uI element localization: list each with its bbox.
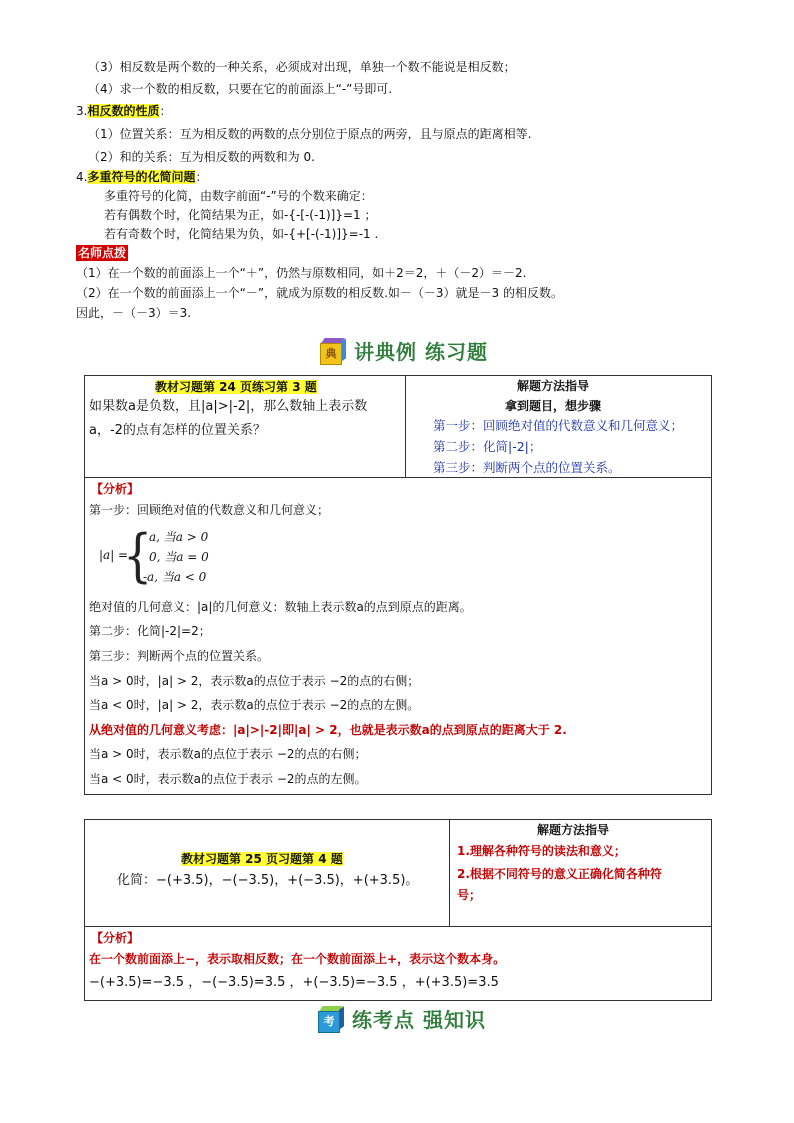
properties-heading: 相反数的性质 [87,104,160,118]
section-banner-examples [320,336,488,365]
example-2-guide-title: 解题方法指导 [537,823,610,837]
properties-number: 3. [76,104,88,118]
example-1-guide-subtitle: 拿到题目，想步骤 [505,399,602,413]
multi-sign-heading-line [76,168,207,186]
example-1-question-line-2: a，-2的点有怎样的位置关系？ [89,423,266,438]
example-1-source: 教材习题第 24 页练习第 3 题 [155,380,317,394]
teacher-tip-line-2: （2）在一个数的前面添上一个“－”，就成为原数的相反数.如－（－3）就是－3 的相反数。 [76,286,563,300]
example-2-analysis-label: 【分析】 [91,931,140,945]
properties-line-1: （1）位置关系：互为相反数的两数的点分别位于原点的两旁，且与原点的距离相等. [88,127,532,141]
example-2-analysis-rule: 在一个数前面添上−，表示取相反数；在一个数前面添上+，表示这个数本身。 [89,952,506,966]
multi-sign-line-1: 多重符号的化简，由数字前面“-”号的个数来确定： [104,189,373,203]
example-2-analysis-answer: −(+3.5)=−3.5 ，−(−3.5)=3.5 ，+(−3.5)=−3.5 ，+(+3.5)=3.5 [89,975,499,990]
example-1-analysis-case-positive: 当a > 0时，|a| > 2，表示数a的点位于表示 −2的点的右侧； [89,674,420,688]
example-2-source: 教材习题第 25 页习题第 4 题 [181,852,343,866]
example-1-analysis-conclusion-positive: 当a > 0时，表示数a的点位于表示 −2的点的右侧； [89,747,367,761]
intro-line-4: （4）求一个数的相反数，只要在它的前面添上“-”号即可. [88,82,393,96]
teacher-tip-tag: 名师点拨 [78,246,127,260]
example-1-question-line-1: 如果数a是负数，且|a|>|-2|，那么数轴上表示数 [89,399,368,414]
example-1-step-2: 第二步：化简|-2|； [433,439,542,454]
multi-sign-line-2: 若有偶数个时，化简结果为正，如-{-[-(-1)]}=1 ； [104,208,377,222]
example-1-box [84,375,712,795]
exam-cube-icon: 考 [318,1006,344,1032]
multi-sign-line-3: 若有奇数个时，化简结果为负，如-{+[-(-1)]}=-1 . [104,227,379,241]
multi-sign-heading: 多重符号的化简问题 [87,170,196,184]
example-1-analysis-geometric: 绝对值的几何意义：|a|的几何意义：数轴上表示数a的点到原点的距离。 [89,600,472,614]
abs-def-brace: { [123,521,153,589]
intro-line-3: （3）相反数是两个数的一种关系，必须成对出现，单独一个数不能说是相反数； [88,60,516,74]
example-1-analysis-conclusion-negative: 当a < 0时，表示数a的点位于表示 −2的点的左侧。 [89,772,367,786]
properties-line-2: （2）和的关系：互为相反数的两数和为 0. [88,150,315,164]
example-2-guide-2: 2.根据不同符号的意义正确化简各种符 [457,867,662,881]
abs-def-case-3: -a, 当a < 0 [143,570,207,584]
example-2-question: 化简：−(+3.5)，−(−3.5)，+(−3.5)，+(+3.5)。 [117,873,419,888]
banner-practice-title: 练考点 强知识 [352,1008,486,1032]
dictionary-cube-icon: 典 [320,338,346,364]
teacher-tip-line-3: 因此，－（－3）＝3. [76,306,192,320]
example-1-analysis-label: 【分析】 [91,482,140,496]
example-1-analysis-step-3: 第三步：判断两个点的位置关系。 [89,649,270,663]
example-1-analysis-step-1: 第一步：回顾绝对值的代数意义和几何意义； [89,503,330,517]
example-1-step-1: 第一步：回顾绝对值的代数意义和几何意义； [433,418,684,433]
example-1-guide-title: 解题方法指导 [517,379,590,393]
properties-heading-line [76,102,171,120]
example-2-guide-3: 号； [457,888,482,902]
abs-def-case-2: 0, 当a = 0 [149,550,209,564]
example-1-analysis-case-negative: 当a < 0时，|a| > 2，表示数a的点位于表示 −2的点的左侧。 [89,698,420,712]
multi-sign-number: 4. [76,170,88,184]
example-1-analysis-step-2: 第二步：化简|-2|=2； [89,624,211,638]
properties-colon: ： [159,104,172,118]
teacher-tip-line-1: （1）在一个数的前面添上一个“＋”，仍然与原数相同，如＋2＝2，＋（－2）＝－2. [76,266,527,280]
section-banner-practice [318,1004,486,1033]
example-2-box [84,819,712,1001]
abs-def-case-1: a, 当a > 0 [149,530,209,544]
example-2-guide-1: 1.理解各种符号的读法和意义； [457,844,626,858]
banner-examples-title: 讲典例 练习题 [354,340,488,364]
abs-def-lhs: |a| = [99,548,129,562]
multi-sign-colon: ： [195,170,208,184]
example-1-analysis-geometric-view: 从绝对值的几何意义考虑：|a|>|-2|即|a| > 2，也就是表示数a的点到原点的距离大于 2. [89,723,567,737]
teacher-tip-tag-line [76,244,128,262]
example-1-step-3: 第三步：判断两个点的位置关系。 [433,460,621,475]
